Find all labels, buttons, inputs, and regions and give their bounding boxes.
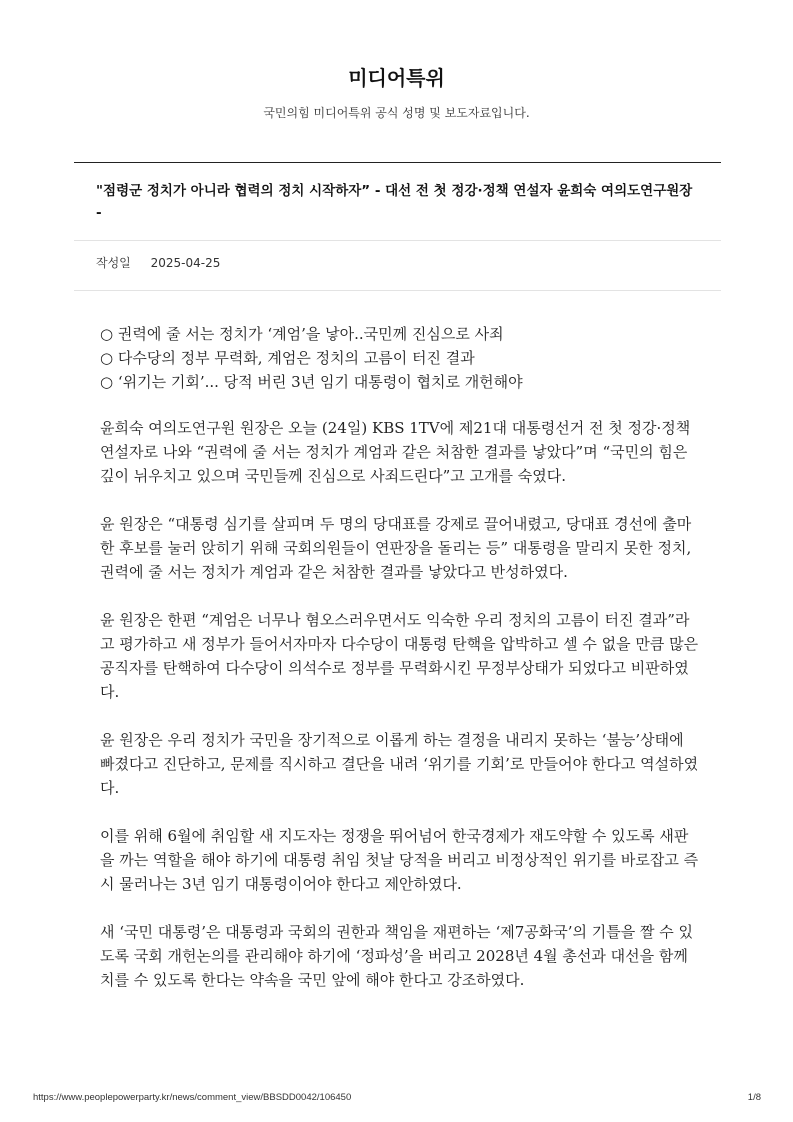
summary-bullet: ○ ‘위기는 기회’... 당적 버린 3년 임기 대통령이 협치로 개헌해야 — [100, 373, 523, 391]
meta-divider — [74, 290, 721, 291]
header-divider — [74, 162, 721, 163]
meta-date: 2025-04-25 — [150, 256, 221, 270]
site-subtitle: 국민의힘 미디어특위 공식 성명 및 보도자료입니다. — [263, 106, 530, 120]
footer-url[interactable]: https://www.peoplepowerparty.kr/news/comment_view/BBSDD0042/106450 — [33, 1092, 352, 1103]
body-paragraph: 윤 원장은 “대통령 심기를 살피며 두 명의 당대표를 강제로 끌어내렸고, 당대표 경선에 출마한 후보를 눌러 앉히기 위해 국회의원들이 연판장을 돌리는 등” 대통령을 말리지 못한 정치, 권력에 줄 서는 정치가 계엄과 같은 처참한 결과를 낳았다고 반성하였다. — [100, 515, 692, 581]
page-number: 1/8 — [747, 1092, 761, 1103]
body-paragraph: 윤희숙 여의도연구원 원장은 오늘 (24일) KBS 1TV에 제21대 대통령선거 전 첫 정강·정책 연설자로 나와 “권력에 줄 서는 정치가 계엄과 같은 처참한 결과를 낳았다”며 “국민의 힘은 깊이 뉘우치고 있으며 국민들께 진심으로 사죄드린다”고 고개를 숙였다. — [100, 419, 691, 485]
summary-bullet: ○ 권력에 줄 서는 정치가 ‘계엄’을 낳아..국민께 진심으로 사죄 — [100, 325, 504, 343]
title-divider — [74, 240, 721, 241]
body-paragraph: 새 ‘국민 대통령’은 대통령과 국회의 권한과 책임을 재편하는 ‘제7공화국’의 기틀을 짤 수 있도록 국회 개헌논의를 관리해야 하기에 ‘정파성’을 버리고 2028년 4월 총선과 대선을 함께 치를 수 있도록 한다는 약속을 국민 앞에 해야 한다고 강조하였다. — [100, 923, 693, 989]
body-paragraph: 이를 위해 6월에 취임할 새 지도자는 정쟁을 뛰어넘어 한국경제가 재도약할 수 있도록 새판을 까는 역할을 해야 하기에 대통령 취임 첫날 당적을 버리고 비정상적인 위기를 바로잡고 즉시 물러나는 3년 임기 대통령이어야 한다고 제안하였다. — [100, 827, 699, 893]
site-title: 미디어특위 — [348, 66, 445, 90]
article-meta — [96, 254, 220, 271]
body-paragraph: 윤 원장은 우리 정치가 국민을 장기적으로 이롭게 하는 결정을 내리지 못하는 ‘불능’상태에 빠졌다고 진단하고, 문제를 직시하고 결단을 내려 ‘위기를 기회’로 만들어야 한다고 역설하였다. — [100, 731, 699, 797]
summary-bullets — [100, 322, 700, 394]
article-body — [100, 322, 700, 1016]
article-title[interactable]: "점령군 정치가 아니라 협력의 정치 시작하자” - 대선 전 첫 정강·정책 연설자 윤희숙 여의도연구원장 - — [96, 183, 693, 221]
meta-label: 작성일 — [96, 256, 131, 270]
summary-bullet: ○ 다수당의 정부 무력화, 계엄은 정치의 고름이 터진 결과 — [100, 349, 475, 367]
body-paragraph: 윤 원장은 한편 “계엄은 너무나 혐오스러우면서도 익숙한 우리 정치의 고름이 터진 결과”라고 평가하고 새 정부가 들어서자마자 다수당이 대통령 탄핵을 압박하고 셀 수 없을 만큼 많은 공직자를 탄핵하여 다수당이 의석수로 정부를 무력화시킨 무정부상태가 되었다고 비판하였다. — [100, 611, 699, 701]
